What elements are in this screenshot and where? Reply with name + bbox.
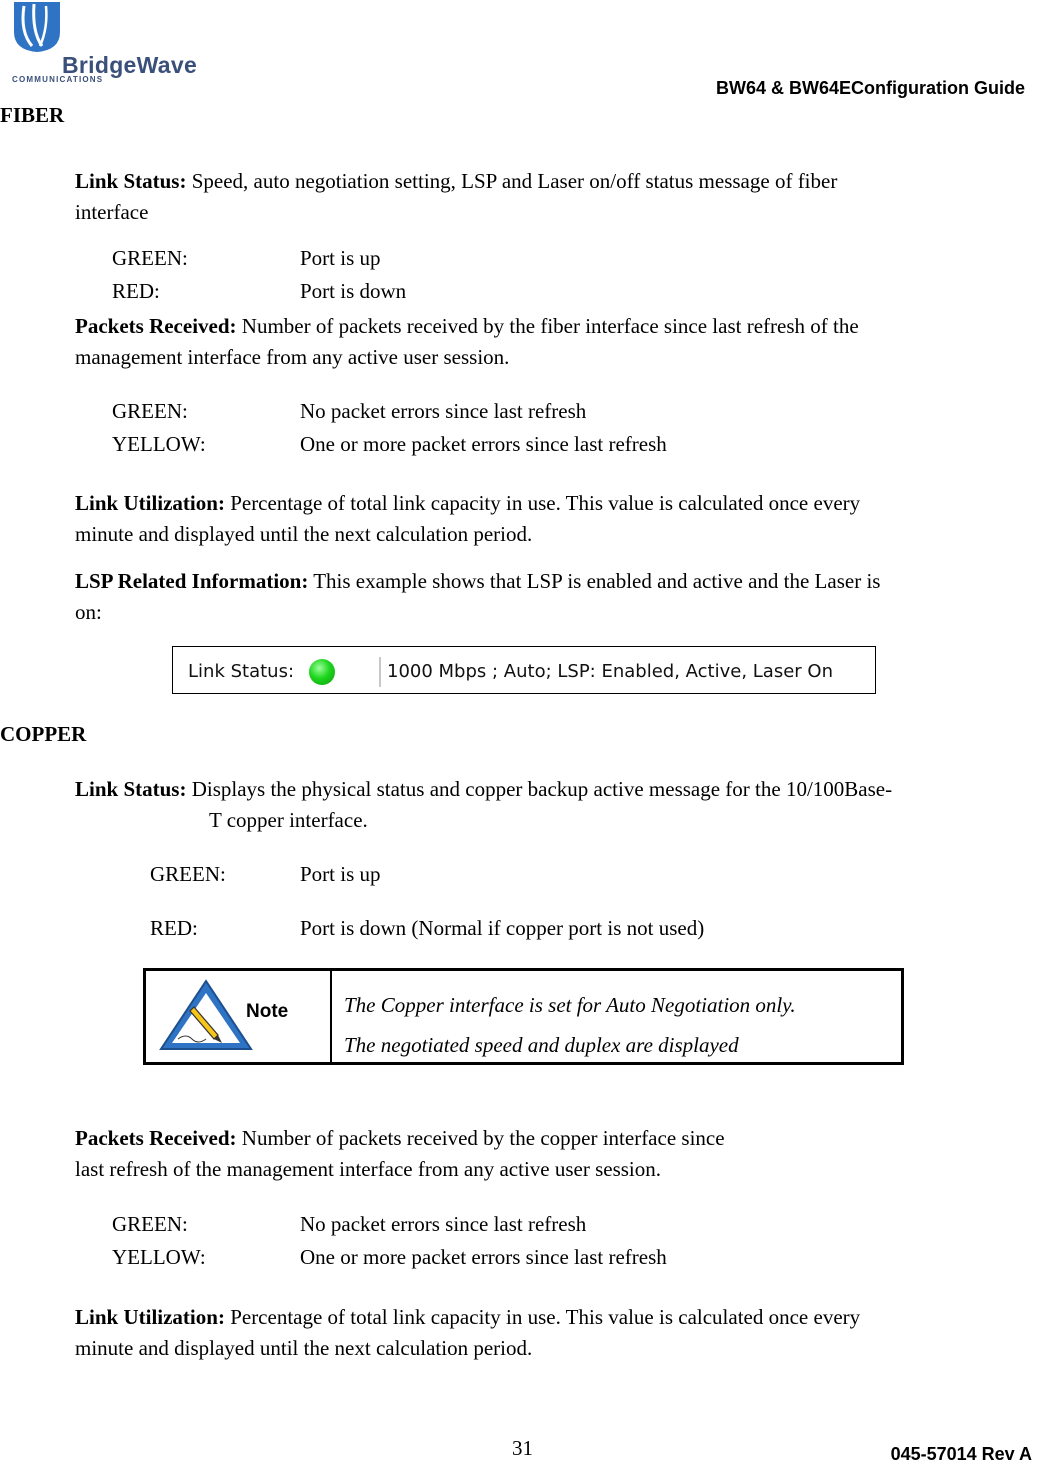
copper-packets-paragraph [75, 1123, 725, 1185]
fiber-packets-text-2: management interface from any active user session. [75, 345, 510, 369]
screenshot-link-status-label: Link Status: [188, 661, 295, 682]
fiber-lsp-text-2: on: [75, 600, 102, 624]
note-box [143, 968, 904, 1065]
copper-packets-text-2: last refresh of the management interface from any active user session. [75, 1157, 662, 1181]
status-key: YELLOW: [112, 432, 206, 456]
fiber-utilization-label: Link Utilization: [75, 491, 225, 515]
status-value: No packet errors since last refresh [300, 1212, 587, 1236]
note-pencil-icon [156, 977, 256, 1057]
status-value: Port is down (Normal if copper port is not used) [300, 916, 705, 940]
status-value: No packet errors since last refresh [300, 399, 587, 423]
status-key: GREEN: [112, 1212, 188, 1236]
screenshot-separator [379, 657, 381, 687]
fiber-lsp-paragraph [75, 566, 880, 628]
fiber-packets-text: Number of packets received by the fiber interface since last refresh of the [236, 314, 859, 338]
fiber-link-status-label: Link Status: [75, 169, 187, 193]
status-value: Port is up [300, 862, 381, 886]
fiber-heading: FIBER [0, 103, 65, 127]
fiber-link-status-text-2: interface [75, 200, 149, 224]
note-text [344, 985, 796, 1065]
status-key: GREEN: [112, 246, 188, 270]
status-key: RED: [150, 916, 198, 940]
status-key: YELLOW: [112, 1245, 206, 1269]
copper-utilization-text: Percentage of total link capacity in use. This value is calculated once every [224, 1305, 861, 1329]
note-icon-cell [146, 971, 332, 1062]
fiber-packets-label: Packets Received: [75, 314, 237, 338]
status-key: GREEN: [150, 862, 226, 886]
status-value: One or more packet errors since last refresh [300, 1245, 667, 1269]
document-title: BW64 & BW64EConfiguration Guide [715, 78, 1025, 98]
note-line-2: The negotiated speed and duplex are displayed [344, 1033, 739, 1057]
fiber-lsp-label: LSP Related Information: [75, 569, 309, 593]
fiber-link-status-text: Speed, auto negotiation setting, LSP and Laser on/off status message of fiber [186, 169, 838, 193]
copper-utilization-label: Link Utilization: [75, 1305, 225, 1329]
page-number: 31 [512, 1436, 533, 1460]
status-value: One or more packet errors since last refresh [300, 432, 667, 456]
copper-link-status-label: Link Status: [75, 777, 187, 801]
copper-packets-label: Packets Received: [75, 1126, 237, 1150]
green-led-icon [309, 659, 335, 685]
logo-name: BridgeWave [62, 52, 198, 78]
fiber-utilization-text: Percentage of total link capacity in use. This value is calculated once every [224, 491, 861, 515]
copper-utilization-paragraph [75, 1302, 860, 1364]
fiber-utilization-paragraph [75, 488, 860, 550]
copper-packets-text: Number of packets received by the copper interface since [236, 1126, 725, 1150]
status-key: GREEN: [112, 399, 188, 423]
link-status-screenshot [172, 646, 876, 694]
copper-utilization-text-2: minute and displayed until the next calculation period. [75, 1336, 533, 1360]
copper-link-status-paragraph [75, 774, 1046, 836]
document-revision: 045-57014 Rev A [890, 1444, 1032, 1464]
copper-link-status-text-2: T copper interface. [209, 808, 368, 832]
status-value: Port is up [300, 246, 381, 270]
status-key: RED: [112, 279, 160, 303]
status-value: Port is down [300, 279, 407, 303]
note-line-1: The Copper interface is set for Auto Negotiation only. [344, 993, 796, 1017]
bridgewave-logo [10, 2, 210, 88]
note-label: Note [246, 1001, 289, 1022]
bridgewave-logo-icon [10, 2, 64, 54]
fiber-utilization-text-2: minute and displayed until the next calculation period. [75, 522, 533, 546]
logo-subtitle: COMMUNICATIONS [12, 75, 104, 84]
copper-heading: COPPER [0, 722, 87, 746]
screenshot-link-status-value: 1000 Mbps ; Auto; LSP: Enabled, Active, Laser On [387, 661, 833, 682]
fiber-link-status-paragraph [75, 166, 837, 228]
copper-link-status-text: Displays the physical status and copper backup active message for the 10/100Base- [186, 777, 893, 801]
fiber-packets-paragraph [75, 311, 859, 373]
fiber-lsp-text: This example shows that LSP is enabled and active and the Laser is [308, 569, 881, 593]
